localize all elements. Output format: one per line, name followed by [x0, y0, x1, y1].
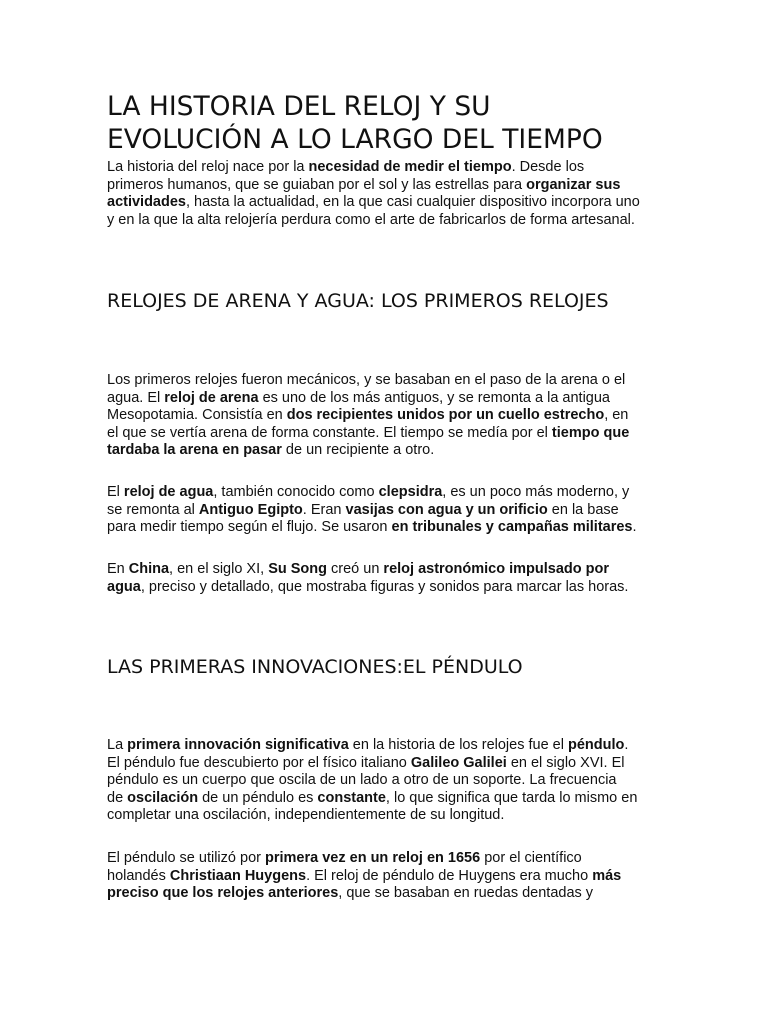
- title-line-2: EVOLUCIÓN A LO LARGO DEL TIEMPO: [107, 124, 603, 155]
- bold-text: necesidad de medir el tiempo: [308, 159, 512, 175]
- intro-paragraph: La historia del reloj nace por la necesidad de medir el tiempo. Desde los primeros humanos, que se guiaban por el sol y las estrellas para organizar sus actividades, hasta la actualidad, en la que casi cualquier dispositivo incorpora uno y en la que la alta relojería perdura como el arte de fabricarlos de forma artesanal.: [107, 159, 640, 228]
- page-title: [107, 90, 667, 156]
- paragraph-pendulo-innovacion: La primera innovación significativa en la historia de los relojes fue el péndulo. El péndulo fue descubierto por el físico italiano Galileo Galilei en el siglo XVI. El péndulo es un cuerpo que oscila de un lado a otro de un soporte. La frecuencia de oscilación de un péndulo es constante, lo que significa que tarda lo mismo en completar una oscilación, independientemente de su longitud.: [107, 737, 638, 824]
- paragraph-huygens: El péndulo se utilizó por primera vez en un reloj en 1656 por el científico holandés Christiaan Huygens. El reloj de péndulo de Huygens era mucho más preciso que los relojes anteriores, que se basaban en ruedas dentadas y: [107, 850, 622, 902]
- paragraph-reloj-agua: El reloj de agua, también conocido como clepsidra, es un poco más moderno, y se remonta al Antiguo Egipto. Eran vasijas con agua y un orificio en la base para medir tiempo según el flujo. Se usaron en tribunales y campañas militares.: [107, 484, 637, 536]
- paragraph-reloj-arena: Los primeros relojes fueron mecánicos, y se basaban en el paso de la arena o el agua. El reloj de arena es uno de los más antiguos, y se remonta a la antigua Mesopotamia. Consistía en dos recipientes unidos por un cuello estrecho, en el que se vertía arena de forma constante. El tiempo se medía por el tiempo que tardaba la arena en pasar de un recipiente a otro.: [107, 372, 630, 459]
- bold-text: organizar sus: [526, 176, 621, 193]
- section-heading-arena-agua: RELOJES DE ARENA Y AGUA: LOS PRIMEROS RELOJES: [107, 290, 609, 312]
- section-heading-pendulo: LAS PRIMERAS INNOVACIONES:EL PÉNDULO: [107, 656, 523, 678]
- title-line-1: LA HISTORIA DEL RELOJ Y SU: [107, 91, 491, 122]
- paragraph-china-su-song: En China, en el siglo XI, Su Song creó un reloj astronómico impulsado por agua, preciso y detallado, que mostraba figuras y sonidos para marcar las horas.: [107, 561, 629, 595]
- bold-text: actividades: [107, 194, 186, 211]
